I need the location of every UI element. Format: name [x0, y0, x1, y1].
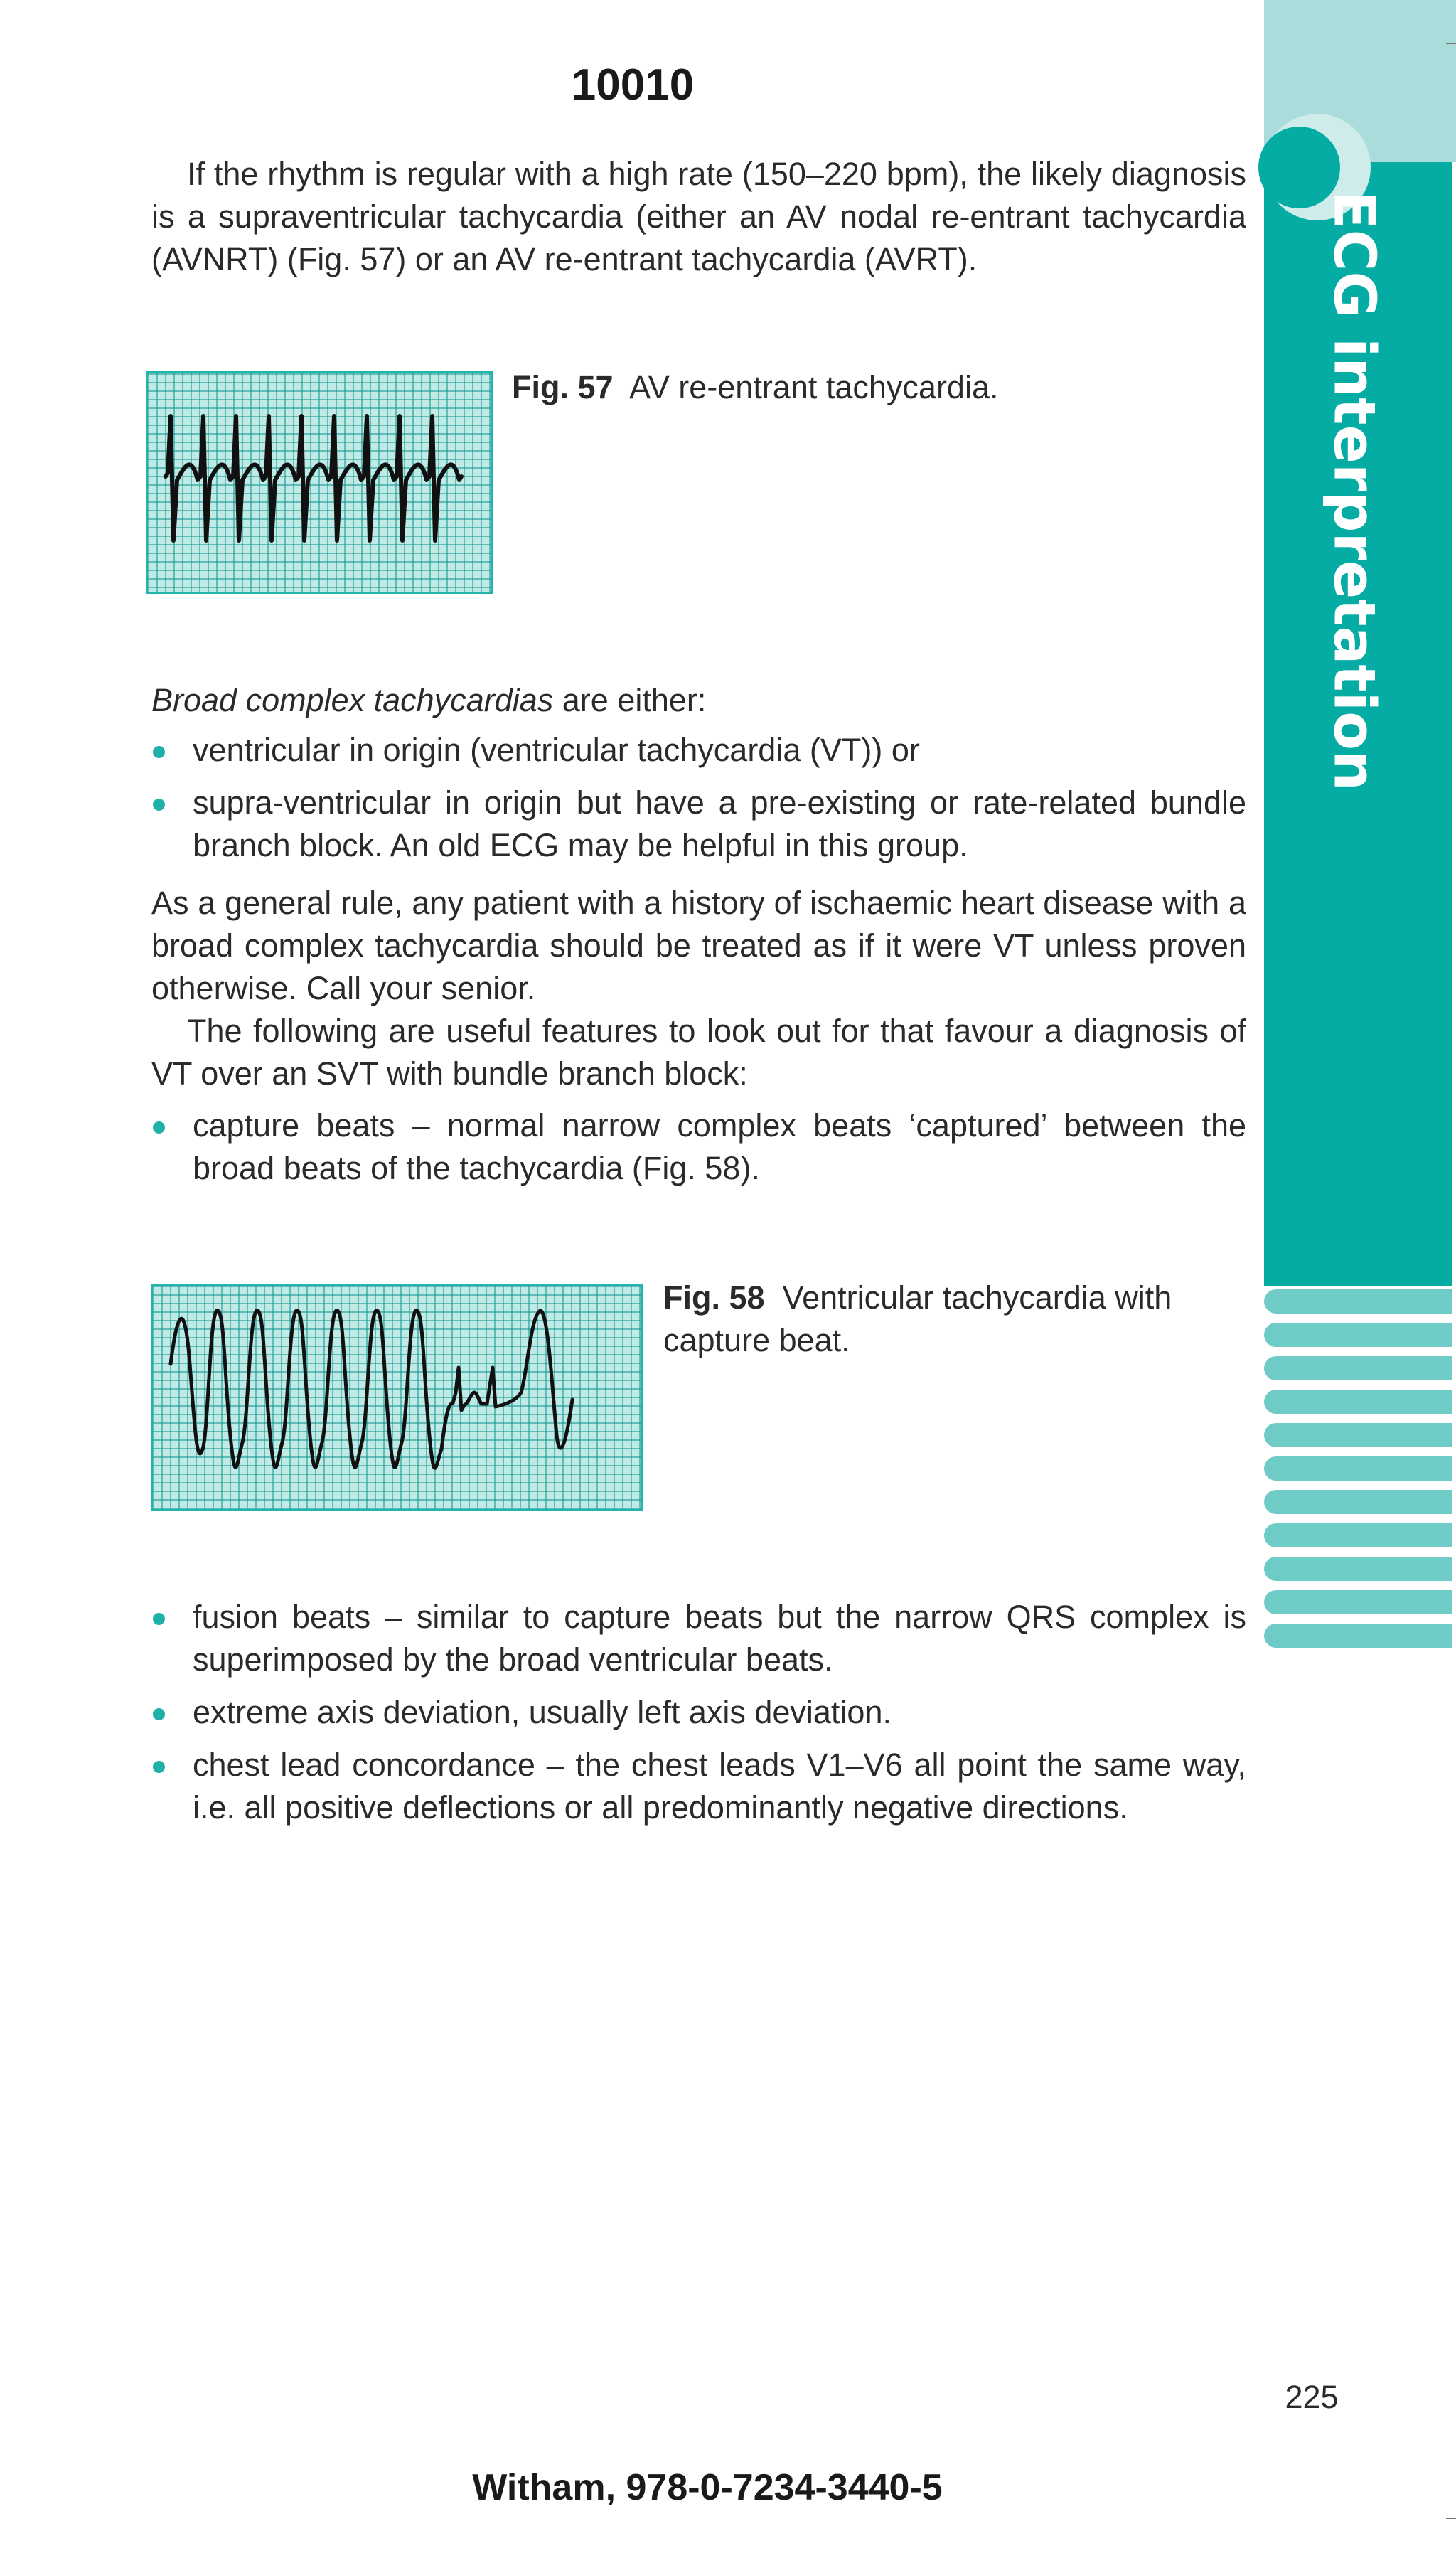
broad-heading [151, 679, 1246, 722]
thumb-tab [1264, 1557, 1452, 1581]
fig57-label: Fig. 57 [512, 369, 614, 405]
capture-bullet-list [151, 1104, 1246, 1200]
list-item [151, 782, 1246, 867]
broad-heading-italic: Broad complex tachycardias [151, 682, 554, 718]
general-rule-paragraph: As a general rule, any patient with a history of ischaemic heart disease with a broad complex tachycardia should be treated as if it were VT unless proven otherwise. Call your senior. [151, 885, 1246, 1006]
list-item [151, 1691, 1246, 1734]
thumb-tab [1264, 1356, 1452, 1380]
bullet-dot-icon [153, 1121, 165, 1134]
fig57-caption [512, 366, 1223, 409]
list-item [151, 729, 1246, 772]
ecg-trace-57 [148, 373, 491, 592]
fig58-label: Fig. 58 [663, 1279, 765, 1316]
bullet-text: extreme axis deviation, usually left axis deviation. [193, 1694, 892, 1730]
thumb-tab [1264, 1289, 1452, 1314]
crop-mark [1446, 43, 1456, 44]
ecg-trace-58 [153, 1286, 641, 1509]
thumb-tab [1264, 1590, 1452, 1614]
list-item [151, 1596, 1246, 1681]
thumb-tab [1264, 1423, 1452, 1447]
thumb-tab [1264, 1490, 1452, 1514]
list-item [151, 1744, 1246, 1829]
bullet-dot-icon [153, 799, 165, 811]
ecg-figure-57 [146, 371, 493, 594]
bullet-text: ventricular in origin (ventricular tachycardia (VT)) or [193, 732, 920, 768]
features-intro-paragraph: The following are useful features to look out for that favour a diagnosis of VT over an SVT with bundle branch block: [151, 1013, 1246, 1092]
crop-mark [1446, 2518, 1456, 2519]
bullet-text: chest lead concordance – the chest leads V1–V6 all point the same way, i.e. all positive deflections or all predominantly negative directions. [193, 1747, 1246, 1826]
broad-bullet-list [151, 729, 1246, 877]
fig58-caption-text: Ventricular tachycardia with capture beat. [663, 1279, 1172, 1358]
thumb-tab [1264, 1390, 1452, 1414]
thumb-tab [1264, 1456, 1452, 1481]
bullet-dot-icon [153, 1708, 165, 1720]
bullet-dot-icon [153, 1761, 165, 1773]
bullet-dot-icon [153, 1613, 165, 1625]
bullet-dot-icon [153, 746, 165, 758]
page-title: 10010 [571, 60, 695, 110]
ecg-figure-58 [151, 1284, 643, 1511]
fig57-caption-text: AV re-entrant tachycardia. [629, 369, 999, 405]
intro-paragraph: If the rhythm is regular with a high rate (150–220 bpm), the likely diagnosis is a supraventricular tachycardia (either an AV nodal re-entrant tachycardia (AVNRT) (Fig. 57) or an AV re-entrant tachycardia (AVRT). [151, 156, 1246, 277]
bullet-text: fusion beats – similar to capture beats but the narrow QRS complex is superimposed by the broad ventricular beats. [193, 1599, 1246, 1678]
bullet-text: capture beats – normal narrow complex beats ‘captured’ between the broad beats of the tachycardia (Fig. 58). [193, 1107, 1246, 1186]
features-bullet-list [151, 1596, 1246, 1839]
fig58-caption [663, 1277, 1246, 1362]
thumb-tab [1264, 1523, 1452, 1547]
section-title: ECG interpretation [1321, 191, 1388, 791]
list-item [151, 1104, 1246, 1190]
page-number: 225 [1285, 2379, 1339, 2415]
thumb-tab [1264, 1624, 1452, 1648]
bullet-text: supra-ventricular in origin but have a pre-existing or rate-related bundle branch block. An old ECG may be helpful in this group. [193, 784, 1246, 863]
thumb-tab [1264, 1323, 1452, 1347]
broad-heading-rest: are either: [553, 682, 707, 718]
footer-citation: Witham, 978-0-7234-3440-5 [472, 2467, 943, 2508]
